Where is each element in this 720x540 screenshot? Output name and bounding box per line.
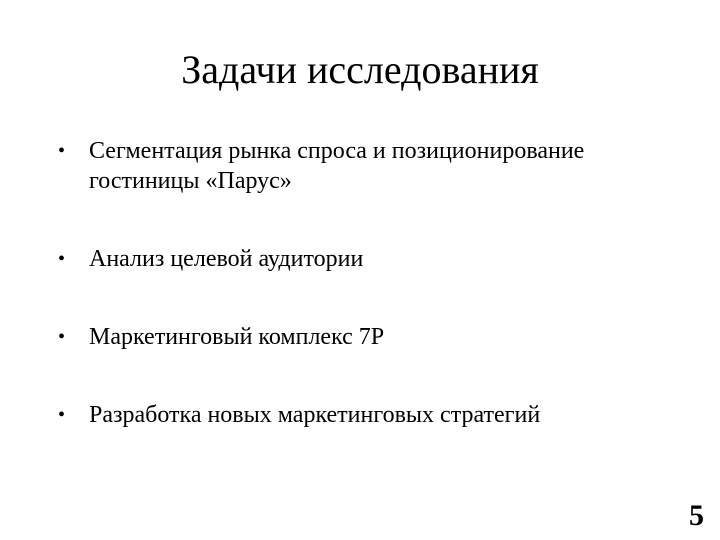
bullet-icon: • [58, 404, 66, 426]
page-number: 5 [689, 499, 704, 532]
bullet-item [58, 322, 678, 352]
bullet-text: Маркетинговый комплекс 7Р [89, 324, 385, 350]
bullet-text: Сегментация рынка спроса и позиционирование гостиницы «Парус» [89, 138, 585, 194]
bullet-text: Анализ целевой аудитории [89, 246, 364, 272]
bullet-icon: • [58, 140, 66, 162]
bullet-icon: • [58, 248, 66, 270]
bullet-text: Разработка новых маркетинговых стратегий [89, 402, 541, 428]
bullet-item [58, 400, 678, 430]
bullet-item [58, 136, 678, 196]
bullet-item [58, 244, 678, 274]
slide-title: Задачи исследования [181, 47, 539, 92]
bullet-icon: • [58, 326, 66, 348]
bullet-list [58, 136, 678, 430]
